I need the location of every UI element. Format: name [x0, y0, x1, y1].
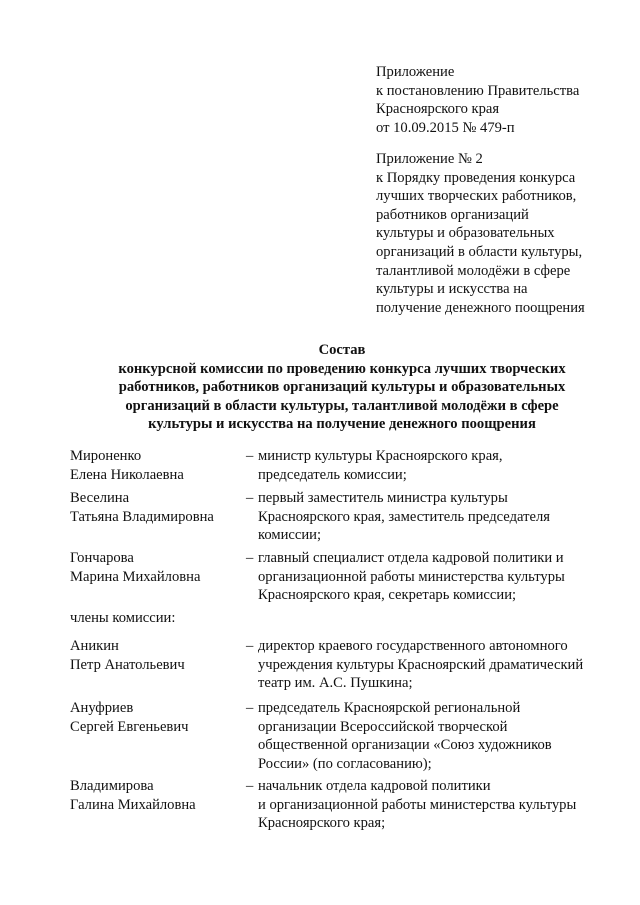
appendix-2-line: к Порядку проведения конкурса: [376, 169, 576, 186]
member-surname: Владимирова: [70, 778, 154, 794]
member-surname: Гончарова: [70, 550, 134, 566]
appendix-2-line: лучших творческих работников,: [376, 188, 577, 205]
member-role: [258, 777, 630, 833]
member-name: [70, 699, 250, 736]
title-line: работников, работников организаций культуры и образовательных: [118, 379, 566, 396]
role-line: комиссии;: [258, 527, 322, 544]
appendix-2-line: талантливой молодёжи в сфере: [376, 262, 571, 279]
role-line: Красноярского края;: [258, 815, 386, 832]
role-line: председатель Красноярской региональной: [258, 700, 521, 716]
role-line: и организационной работы министерства культуры: [258, 796, 577, 813]
role-line: министр культуры Красноярского края,: [258, 448, 503, 464]
role-line: первый заместитель министра культуры: [258, 490, 508, 506]
member-surname: Мироненко: [70, 448, 142, 464]
member-given-names: Галина Михайловна: [70, 796, 196, 813]
member-role: [258, 549, 630, 605]
appendix-2-line: культуры и образовательных: [376, 225, 555, 242]
role-line: главный специалист отдела кадровой политики и: [258, 550, 564, 566]
dash-separator: –: [246, 448, 254, 464]
member-name: [70, 489, 250, 526]
member-name: [70, 447, 250, 484]
dash-separator: –: [246, 638, 254, 654]
members-section-label: члены комиссии:: [70, 610, 176, 626]
member-given-names: Сергей Евгеньевич: [70, 718, 189, 735]
title-line: конкурсной комиссии по проведению конкурса лучших творческих: [118, 360, 566, 377]
member-role: [258, 489, 630, 545]
dash-separator: –: [246, 778, 254, 794]
appendix-2-line: работников организаций: [376, 206, 529, 223]
appendix-1-line: от 10.09.2015 № 479-п: [376, 119, 515, 136]
appendix-2-line: культуры и искусства на: [376, 281, 528, 298]
member-surname: Веселина: [70, 490, 130, 506]
document-title: [40, 341, 640, 434]
dash-separator: –: [246, 550, 254, 566]
appendix-1-line: к постановлению Правительства: [376, 82, 580, 99]
role-line: директор краевого государственного автономного: [258, 638, 568, 654]
role-line: организационной работы министерства культуры: [258, 568, 565, 585]
appendix-2-line: получение денежного поощрения: [376, 299, 585, 316]
appendix-2-line: организаций в области культуры,: [376, 243, 583, 260]
appendix-1-line: Красноярского края: [376, 101, 500, 118]
member-given-names: Елена Николаевна: [70, 466, 184, 483]
role-line: театр им. А.С. Пушкина;: [258, 675, 413, 692]
member-name: [70, 777, 250, 814]
role-line: общественной организации «Союз художников: [258, 737, 552, 754]
role-line: России» (по согласованию);: [258, 755, 432, 772]
member-given-names: Татьяна Владимировна: [70, 508, 214, 525]
appendix-1-block: [376, 63, 579, 137]
member-role: [258, 447, 630, 484]
role-line: начальник отдела кадровой политики: [258, 778, 491, 794]
member-name: [70, 637, 250, 674]
appendix-2-line: Приложение № 2: [376, 151, 483, 167]
member-name: [70, 549, 250, 586]
member-given-names: Марина Михайловна: [70, 568, 201, 585]
role-line: учреждения культуры Красноярский драматический: [258, 656, 584, 673]
member-surname: Аникин: [70, 638, 119, 654]
member-role: [258, 699, 630, 773]
dash-separator: –: [246, 700, 254, 716]
title-line: организаций в области культуры, талантливой молодёжи в сфере: [125, 397, 559, 414]
title-line: культуры и искусства на получение денежного поощрения: [148, 416, 536, 433]
role-line: председатель комиссии;: [258, 466, 407, 483]
appendix-1-line: Приложение: [376, 64, 455, 80]
appendix-2-block: [376, 150, 585, 317]
role-line: Красноярского края, заместитель председателя: [258, 508, 550, 525]
role-line: Красноярского края, секретарь комиссии;: [258, 587, 517, 604]
member-given-names: Петр Анатольевич: [70, 656, 185, 673]
dash-separator: –: [246, 490, 254, 506]
role-line: организации Всероссийской творческой: [258, 718, 508, 735]
member-role: [258, 637, 630, 693]
title-line: Состав: [318, 342, 366, 358]
member-surname: Ануфриев: [70, 700, 134, 716]
